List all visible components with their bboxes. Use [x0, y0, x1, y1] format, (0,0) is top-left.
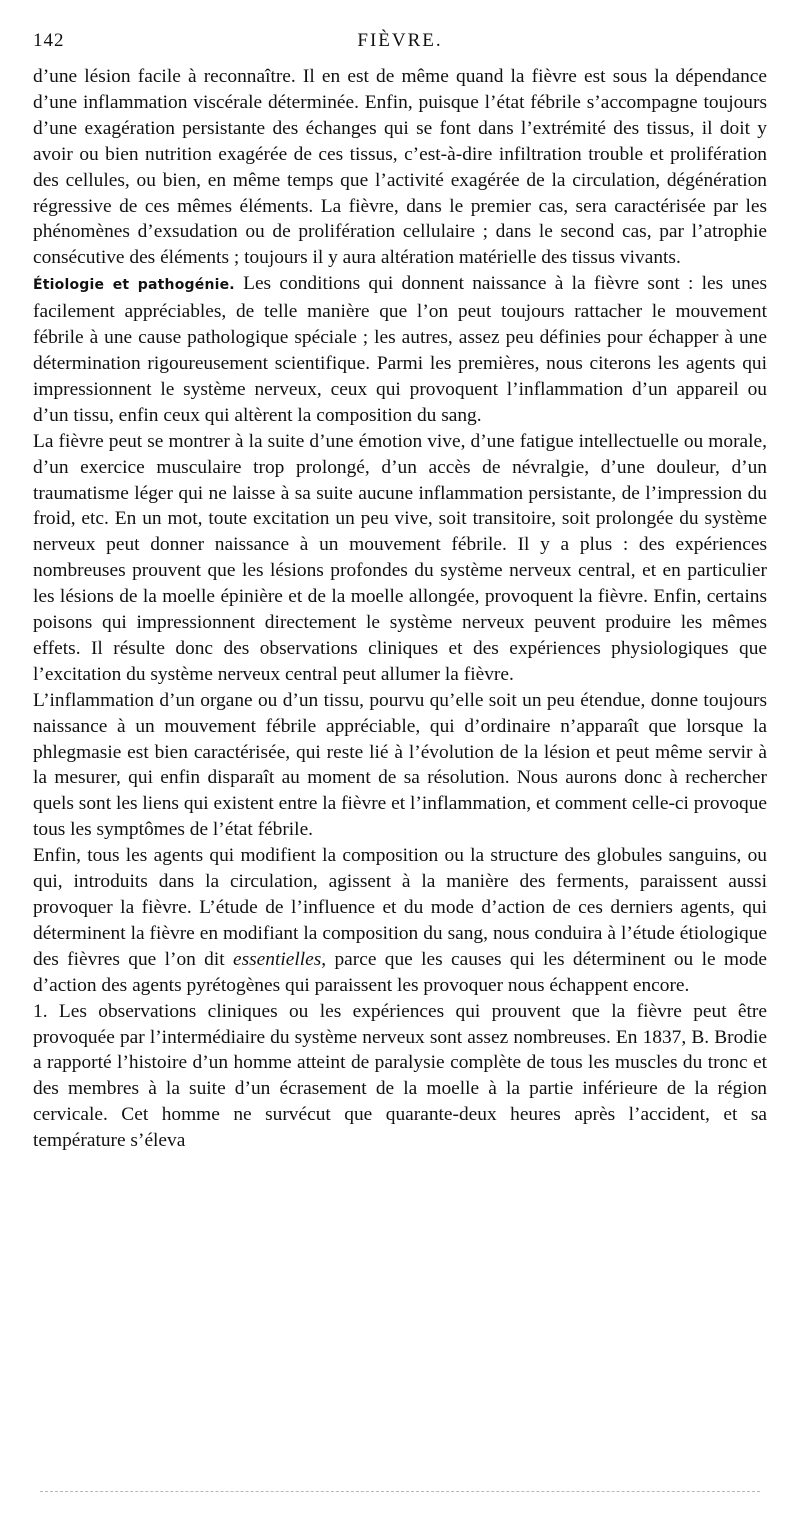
paragraph-blood-agents-text-1: Enfin, tous les agents qui modifient la composition ou la structure des globules sanguins, ou qui, introduits dans la circulation, agissent à la manière des ferments, paraissent aussi provoquer la fièvre. L’étude de l’influence et du mode d’action de ces derniers agents, qui déterminent la fièvre en modifiant la composition du sang, nous conduira à l’étude étiologique des fièvres que l’on dit — [33, 845, 767, 970]
running-head — [33, 28, 767, 56]
section-heading-etiologie: Étiologie et pathogénie. — [33, 277, 235, 294]
paragraph-continuation: d’une lésion facile à reconnaître. Il en est de même quand la fièvre est sous la dépendance d’une inflammation viscérale déterminée. Enfin, puisque l’état fébrile s’accompagne toujours d’une exagération persistante des échanges qui se font dans l’extrémité des tissus, il doit y avoir ou bien nutrition exagérée de ces tissus, c’est-à-dire infiltration trouble et prolifération des cellules, ou bien, en même temps que l’activité exagérée de la circulation, dégénération régressive de ces mêmes éléments. La fièvre, dans le premier cas, sera caractérisée par les phénomènes d’exsudation ou de prolifération cellulaire ; dans le second cas, par l’atrophie consécutive des éléments ; toujours il y aura altération matérielle des tissus vivants. — [33, 66, 767, 269]
body-text — [33, 64, 767, 1154]
paragraph-blood-agents — [33, 843, 767, 998]
book-page — [33, 28, 767, 1154]
paragraph-nervous-causes: La fièvre peut se montrer à la suite d’une émotion vive, d’une fatigue intellectuelle ou morale, d’un exercice musculaire trop prolongé, d’un accès de névralgie, d’une douleur, d’un traumatisme léger qui ne laisse à sa suite aucune inflammation persistante, de l’impression du froid, etc. En un mot, toute excitation un peu vive, soit transitoire, soit prolongée du système nerveux peut donner naissance à un mouvement fébrile. Il y a plus : des expériences nombreuses prouvent que les lésions profondes du système nerveux central, et en particulier les lésions de la moelle épinière et de la moelle allongée, provoquent la fièvre. Enfin, certains poisons qui impressionnent directement le système nerveux peuvent produire les mêmes effets. Il résulte donc des observations cliniques et des expériences physiologiques que l’excitation du système nerveux central peut allumer la fièvre. — [33, 430, 767, 685]
paragraph-etiologie-text: Les conditions qui donnent naissance à la fièvre sont : les unes facilement appréciables, de telle manière que l’on peut toujours rattacher le mouvement fébrile à une cause pathologique spéciale ; les autres, assez peu définies pour échapper à une détermination rigoureusement scientifique. Parmi les premières, nous citerons les agents qui impressionnent le système nerveux, ceux qui provoquent l’inflammation d’un appareil ou d’un tissu, enfin ceux qui altèrent la composition du sang. — [33, 273, 767, 426]
page-number: 142 — [33, 30, 65, 51]
paragraph-numbered-1: 1. Les observations cliniques ou les expériences qui prouvent que la fièvre peut être provoquée par l’intermédiaire du système nerveux sont assez nombreuses. En 1837, B. Brodie a rapporté l’histoire d’un homme atteint de paralysie complète de tous les muscles du tronc et des membres à la suite d’un écrasement de la moelle à la partie inférieure de la région cervicale. Cet homme ne survécut que quarante-deux heures après l’accident, et sa température s’éleva — [33, 1000, 767, 1152]
footer-rule — [40, 1491, 760, 1492]
paragraph-etiologie — [33, 271, 767, 428]
paragraph-inflammation: L’inflammation d’un organe ou d’un tissu, pourvu qu’elle soit un peu étendue, donne toujours naissance à un mouvement fébrile appréciable, qui d’ordinaire n’apparaît que lorsque la phlegmasie est bien caractérisée, qui reste lié à l’évolution de la lésion et peut même servir à la mesurer, qui enfin disparaît au moment de sa résolution. Nous aurons donc à rechercher quels sont les liens qui existent entre la fièvre et l’inflammation, et comment celle-ci provoque tous les symptômes de l’état fébrile. — [33, 689, 767, 841]
running-title: FIÈVRE. — [357, 30, 443, 51]
italic-term-essentielles: essentielles — [232, 948, 322, 970]
paragraph-blood-agents-text-2: , parce que les causes qui les déterminent ou le mode d’action des agents pyrétogènes qui paraissent les provoquer nous échappent encore. — [33, 948, 767, 996]
